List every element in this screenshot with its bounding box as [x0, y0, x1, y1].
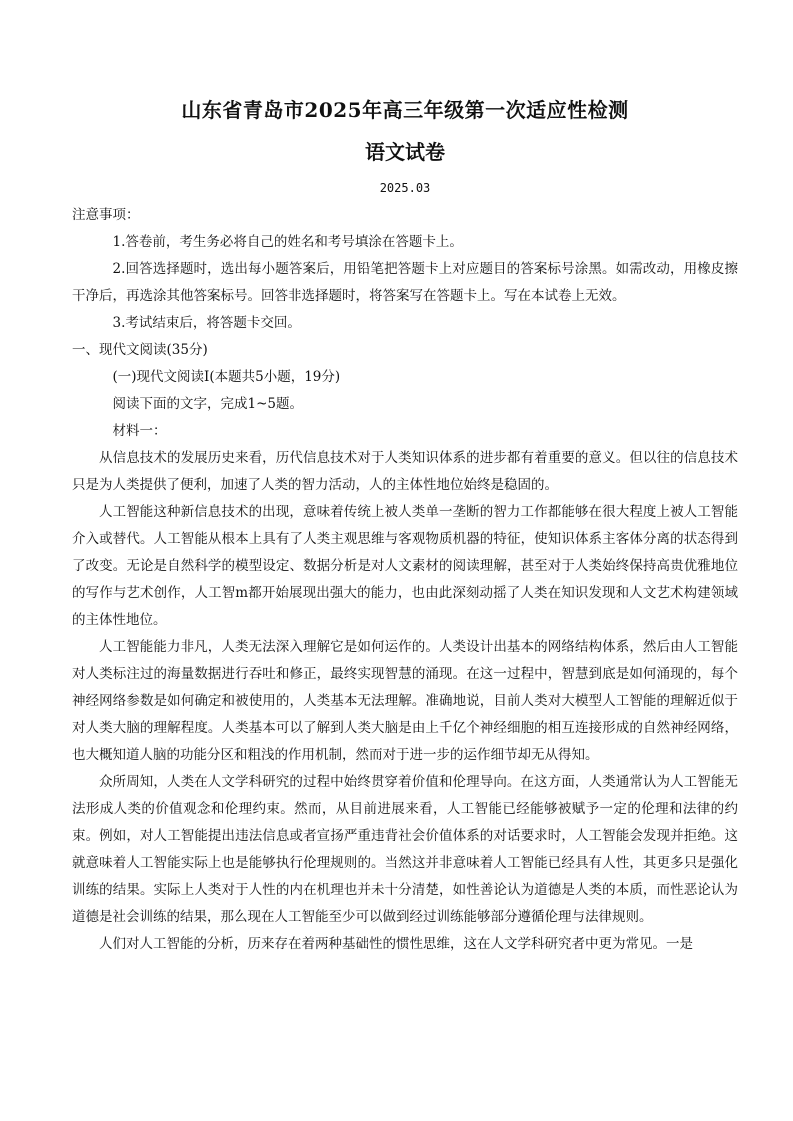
notes-item: 3.考试结束后，将答题卡交回。 — [112, 315, 301, 331]
material-paragraph: 从信息技术的发展历史来看，历代信息技术对于人类知识体系的进步都有着重要的意义。但以往的信息技术只是为人类提供了便利，加速了人类的智力活动，人的主体性地位始终是稳固的。 — [72, 450, 738, 493]
exam-title: 山东省青岛市2025年高三年级第一次适应性检测 — [181, 98, 629, 122]
material-paragraph: 人工智能这种新信息技术的出现，意味着传统上被人类单一垄断的智力工作都能够在很大程度上被人工智能介入或替代。人工智能从根本上具有了人类主观思维与客观物质机器的特征，使知识体系主客体分离的状态得到了改变。无论是自然科学的模型设定、数据分析是对人文素材的阅读理解，甚至对于人类始终保持高贵优雅地位的写作与艺术创作，人工智m都开始展现出强大的能力，也由此深刻动摇了人类在知识发现和人文艺术构建领域的主体性地位。 — [72, 504, 738, 628]
reading-instruction: 阅读下面的文字，完成1~5题。 — [112, 396, 303, 412]
material-paragraph: 众所周知，人类在人文学科研究的过程中始终贯穿着价值和伦理导向。在这方面，人类通常认为人工智能无法形成人类的价值观念和伦理约束。然而，从目前进展来看，人工智能已经能够被赋予一定的伦理和法律的约束。例如，对人工智能提出违法信息或者宣扬严重违背社会价值体系的对话要求时，人工智能会发现并拒绝。这就意味着人工智能实际上也是能够执行伦理规则的。当然这并非意味着人工智能已经具有人性，其更多只是强化训练的结果。实际上人类对于人性的内在机理也并未十分清楚，如性善论认为道德是人类的本质，而性恶论认为道德是社会训练的结果，那么现在人工智能至少可以做到经过训练能够部分遵循伦理与法律规则。 — [72, 774, 738, 925]
material-label: 材料一： — [112, 423, 167, 439]
notes-section — [72, 202, 738, 337]
exam-date: 2025.03 — [379, 181, 431, 195]
exam-page — [72, 96, 738, 958]
exam-subtitle: 语文试卷 — [365, 140, 445, 164]
notes-heading: 注意事项： — [72, 207, 140, 223]
sub-section-heading: (一)现代文阅读Ⅰ(本题共5小题，19分) — [112, 369, 341, 385]
material-paragraph: 人们对人工智能的分析，历来存在着两种基础性的惯性思维，这在人文学科研究者中更为常见。一是 — [99, 936, 693, 952]
section-heading: 一、现代文阅读(35分) — [72, 342, 208, 358]
notes-item: 2.回答选择题时，选出每小题答案后，用铅笔把答题卡上对应题目的答案标号涂黑。如需改动，用橡皮擦干净后，再选涂其他答案标号。回答非选择题时，将答案写在答题卡上。写在本试卷上无效。 — [72, 261, 738, 304]
notes-item: 1.答卷前，考生务必将自己的姓名和考号填涂在答题卡上。 — [112, 234, 463, 250]
material-paragraph: 人工智能能力非凡，人类无法深入理解它是如何运作的。人类设计出基本的网络结构体系，然后由人工智能对人类标注过的海量数据进行吞吐和修正，最终实现智慧的涌现。在这一过程中，智慧到底是如何涌现的，每个神经网络参数是如何确定和被使用的，人类基本无法理解。准确地说，目前人类对大模型人工智能的理解近似于对人类大脑的理解程度。人类基本可以了解到人类大脑是由上千亿个神经细胞的相互连接形成的自然神经网络，也大概知道人脑的功能分区和粗浅的作用机制，然而对于进一步的运作细节却无从得知。 — [72, 639, 738, 763]
reading-section — [72, 337, 738, 958]
